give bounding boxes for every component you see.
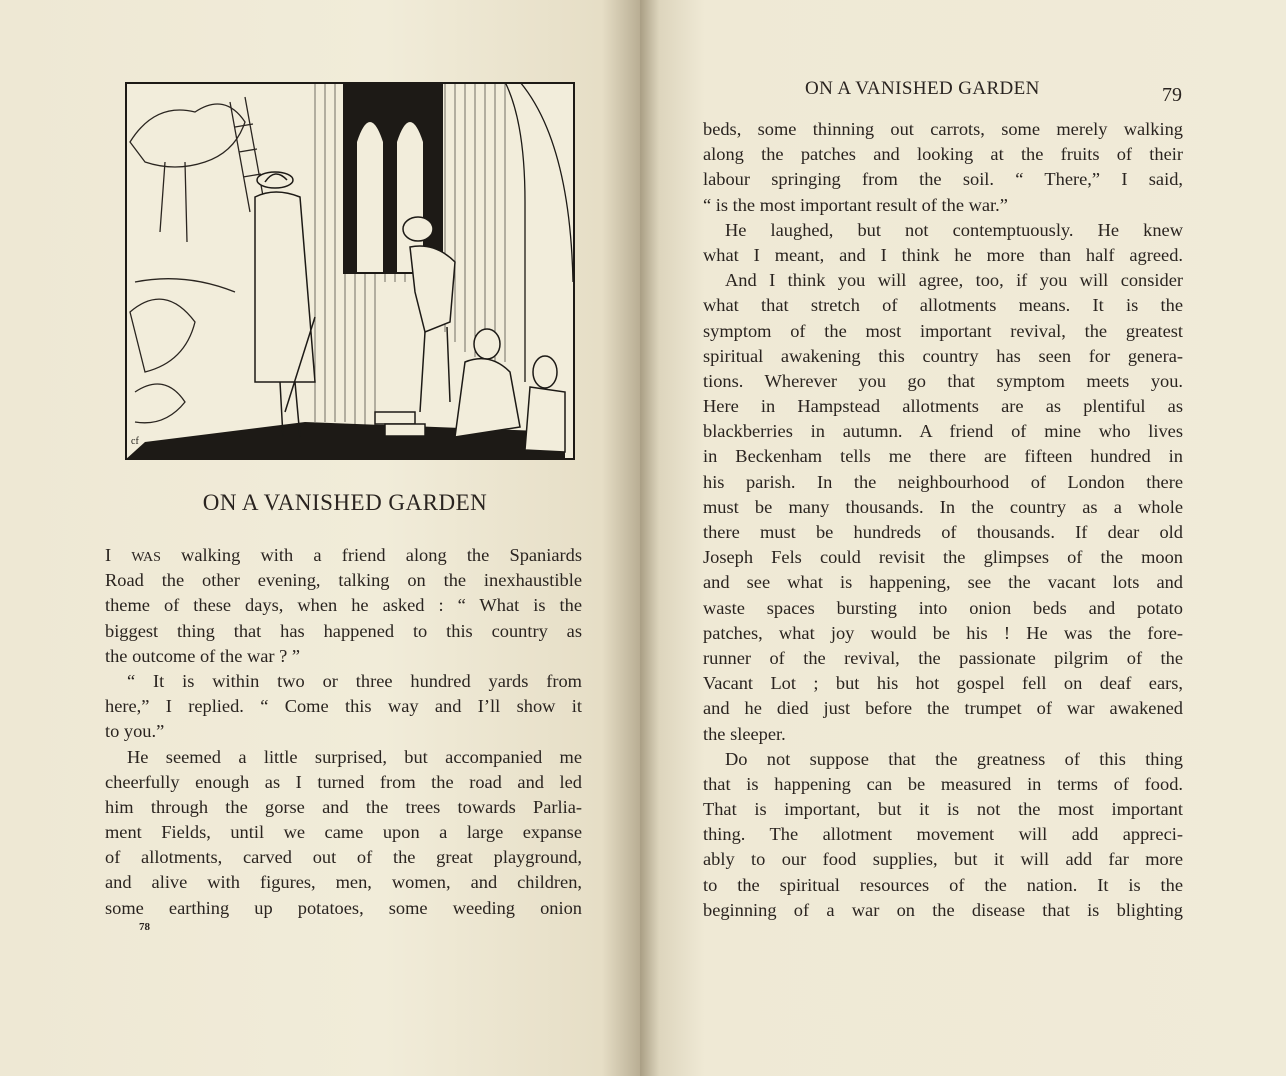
text-line: blackberries in autumn. A friend of mine who lives xyxy=(703,421,1183,442)
text-line: what I meant, and I think he more than half agreed. xyxy=(703,244,1183,265)
text-line: patches, what joy would be his ! He was the fore- xyxy=(703,622,1183,643)
text-line: and alive with figures, men, women, and children, xyxy=(105,872,582,893)
text-line: here,” I replied. “ Come this way and I’ll show it xyxy=(105,696,582,717)
page-number-left: 78 xyxy=(139,921,150,933)
illustration-signature: cf xyxy=(131,436,139,447)
text-line: Here in Hampstead allotments are as plentiful as xyxy=(703,396,1183,417)
text-line: and he died just before the trumpet of war awakened xyxy=(703,698,1183,719)
left-page xyxy=(0,0,640,1076)
text-line: to the spiritual resources of the nation. It is the xyxy=(703,874,1183,895)
running-head: ON A VANISHED GARDEN xyxy=(805,78,1040,99)
right-body-text xyxy=(703,117,1183,923)
text-line: He seemed a little surprised, but accompanied me xyxy=(127,746,582,767)
text-line: runner of the revival, the passionate pilgrim of the xyxy=(703,647,1183,668)
text-line: That is important, but it is not the most important xyxy=(703,799,1183,820)
text-line: some earthing up potatoes, some weeding onion xyxy=(105,897,582,918)
text-line: the outcome of the war ? ” xyxy=(105,645,301,666)
text-line: must be many thousands. In the country as a whole xyxy=(703,496,1183,517)
text-line: of allotments, carved out of the great playground, xyxy=(105,847,582,868)
text-line: theme of these days, when he asked : “ What is the xyxy=(105,595,582,616)
text-line: biggest thing that has happened to this country as xyxy=(105,620,582,641)
text-line: waste spaces bursting into onion beds and potato xyxy=(703,597,1183,618)
text-line: Road the other evening, talking on the inexhaustible xyxy=(105,570,582,591)
text-line: beginning of a war on the disease that is blighting xyxy=(703,899,1183,920)
text-line: “ It is within two or three hundred yards from xyxy=(127,670,582,691)
text-line: what that stretch of allotments means. It is the xyxy=(703,295,1183,316)
text-line: labour springing from the soil. “ There,” I said, xyxy=(703,169,1183,190)
text-line: cheerfully enough as I turned from the road and led xyxy=(105,771,582,792)
text-line: I WAS walking with a friend along the Spaniards xyxy=(105,545,582,565)
text-line: “ is the most important result of the war.” xyxy=(703,194,1008,215)
text-line: He laughed, but not contemptuously. He knew xyxy=(725,219,1183,240)
text-line: tions. Wherever you go that symptom meets you. xyxy=(703,370,1183,391)
chapter-title: ON A VANISHED GARDEN xyxy=(202,490,488,515)
text-line: his parish. In the neighbourhood of London there xyxy=(703,471,1183,492)
illustration xyxy=(125,82,575,460)
text-line: along the patches and looking at the fruits of their xyxy=(703,144,1183,165)
text-line: to you.” xyxy=(105,721,165,742)
text-line: Joseph Fels could revisit the glimpses of the moon xyxy=(703,547,1183,568)
text-line: And I think you will agree, too, if you will consider xyxy=(725,270,1183,291)
text-line: and see what is happening, see the vacant lots and xyxy=(703,572,1183,593)
text-line: in Beckenham tells me there are fifteen hundred in xyxy=(703,446,1183,467)
page-number-right: 79 xyxy=(1162,84,1182,106)
text-line: that is happening can be measured in terms of food. xyxy=(703,773,1183,794)
text-line: Vacant Lot ; but his hot gospel fell on deaf ears, xyxy=(703,673,1183,694)
text-line: Do not suppose that the greatness of this thing xyxy=(725,748,1183,769)
text-line: there must be hundreds of thousands. If dear old xyxy=(703,522,1183,542)
text-line: ment Fields, until we came upon a large expanse xyxy=(105,822,582,843)
text-line: ably to our food supplies, but it will add far more xyxy=(703,849,1183,870)
text-line: the sleeper. xyxy=(703,723,786,744)
text-line: spiritual awakening this country has seen for genera- xyxy=(703,345,1183,366)
text-line: symptom of the most important revival, the greatest xyxy=(703,320,1183,341)
text-line: thing. The allotment movement will add appreci- xyxy=(703,824,1183,845)
left-body-text xyxy=(105,543,582,921)
text-line: beds, some thinning out carrots, some merely walking xyxy=(703,119,1183,139)
text-line: him through the gorse and the trees towards Parlia- xyxy=(105,796,582,817)
